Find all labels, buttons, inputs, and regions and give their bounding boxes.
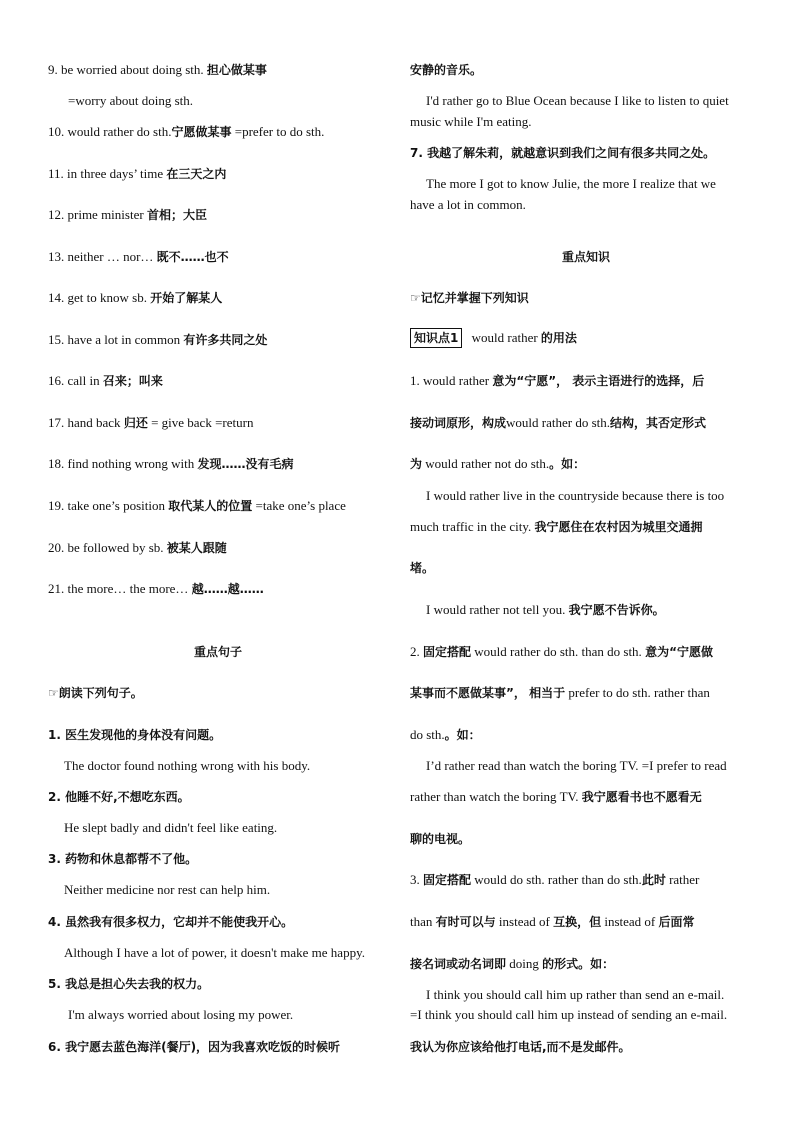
phrase-21: 21. the more… the more… 越……越…… xyxy=(48,581,264,596)
phrase-9: 9. be worried about doing sth. 担心做某事 xyxy=(48,62,267,77)
phrase-9-equivalent: =worry about doing sth. xyxy=(68,93,194,108)
example-3-cn-end: 聊的电视。 xyxy=(410,832,471,846)
point-2-line-2: 某事而不愿做某事”， 相当于 prefer to do sth. rather than xyxy=(410,685,710,700)
sentence-7-en-line-2: have a lot in common. xyxy=(410,197,526,212)
phrase-11: 11. in three days’ time 在三天之内 xyxy=(48,166,227,181)
sentence-2-cn: 2. 他睡不好,不想吃东西。 xyxy=(48,790,190,804)
knowledge-point-label: 知识点1 xyxy=(410,328,462,348)
sentence-4-en: Although I have a lot of power, it doesn't make me happy. xyxy=(64,945,365,960)
phrase-17: 17. hand back 归还 = give back =return xyxy=(48,415,254,430)
example-4-cn: 我认为你应该给他打电话,而不是发邮件。 xyxy=(410,1040,631,1054)
phrase-14: 14. get to know sb. 开始了解某人 xyxy=(48,290,223,305)
section-title-key-sentences: 重点句子 xyxy=(193,645,242,659)
example-1-en-line-2: much traffic in the city. 我宁愿住在农村因为城里交通拥 xyxy=(410,519,703,534)
phrase-20: 20. be followed by sb. 被某人跟随 xyxy=(48,540,227,555)
knowledge-point-1-heading: 知识点1 would rather 的用法 xyxy=(410,328,577,348)
phrase-18: 18. find nothing wrong with 发现……没有毛病 xyxy=(48,456,294,471)
point-3-line-1: 3. 固定搭配 would do sth. rather than do sth.此时 rather xyxy=(410,872,700,887)
sentence-7-cn: 7. 我越了解朱莉，就越意识到我们之间有很多共同之处。 xyxy=(410,146,716,160)
sentence-3-cn: 3. 药物和休息都帮不了他。 xyxy=(48,852,198,866)
instruction-read-aloud: ☞朗读下列句子。 xyxy=(48,686,143,700)
example-4-en-line-1: I think you should call him up rather than send an e-mail. xyxy=(426,987,725,1002)
phrase-15: 15. have a lot in common 有许多共同之处 xyxy=(48,332,268,347)
phrase-12: 12. prime minister 首相；大臣 xyxy=(48,207,207,222)
phrase-19: 19. take one’s position 取代某人的位置 =take one’s place xyxy=(48,498,346,513)
phrase-13: 13. neither … nor… 既不……也不 xyxy=(48,249,229,264)
point-1-line-2: 接动词原形，构成would rather do sth.结构，其否定形式 xyxy=(410,415,707,430)
point-1-line-3: 为 would rather not do sth.。如： xyxy=(410,456,586,471)
point-2-line-3: do sth.。如： xyxy=(410,727,481,742)
example-1-cn-end: 堵。 xyxy=(410,561,435,575)
example-3-en-line-2: rather than watch the boring TV. 我宁愿看书也不愿看无 xyxy=(410,789,702,804)
phrase-10: 10. would rather do sth.宁愿做某事 =prefer to do sth. xyxy=(48,124,325,139)
sentence-2-en: He slept badly and didn't feel like eating. xyxy=(64,820,278,835)
sentence-3-en: Neither medicine nor rest can help him. xyxy=(64,882,271,897)
sentence-6-cn-continued: 安静的音乐。 xyxy=(410,63,483,77)
instruction-memorize: ☞记忆并掌握下列知识 xyxy=(410,291,529,305)
sentence-1-en: The doctor found nothing wrong with his body. xyxy=(64,758,311,773)
sentence-5-en: I'm always worried about losing my power. xyxy=(68,1007,294,1022)
point-3-line-3: 接名词或动名词即 doing 的形式。如： xyxy=(410,956,615,971)
example-1-en-line-1: I would rather live in the countryside because there is too xyxy=(426,488,725,503)
example-2: I would rather not tell you. 我宁愿不告诉你。 xyxy=(426,602,665,617)
sentence-1-cn: 1. 医生发现他的身体没有问题。 xyxy=(48,728,222,742)
example-3-en-line-1: I’d rather read than watch the boring TV. =I prefer to read xyxy=(426,758,727,773)
sentence-5-cn: 5. 我总是担心失去我的权力。 xyxy=(48,977,210,991)
point-3-line-2: than 有时可以与 instead of 互换，但 instead of 后面常 xyxy=(410,914,695,929)
sentence-6-cn: 6. 我宁愿去蓝色海洋(餐厅)，因为我喜欢吃饭的时候听 xyxy=(48,1040,341,1054)
sentence-6-en-line-1: I'd rather go to Blue Ocean because I like to listen to quiet xyxy=(426,93,729,108)
point-1-line-1: 1. would rather 意为“宁愿”， 表示主语进行的选择，后 xyxy=(410,373,705,388)
example-4-en-line-2: =I think you should call him up instead of sending an e-mail. xyxy=(410,1007,728,1022)
phrase-16: 16. call in 召来；叫来 xyxy=(48,373,163,388)
sentence-6-en-line-2: music while I'm eating. xyxy=(410,114,532,129)
sentence-4-cn: 4. 虽然我有很多权力，它却并不能使我开心。 xyxy=(48,915,294,929)
section-title-key-knowledge: 重点知识 xyxy=(561,250,610,264)
sentence-7-en-line-1: The more I got to know Julie, the more I realize that we xyxy=(426,176,716,191)
point-2-line-1: 2. 固定搭配 would rather do sth. than do sth. 意为“宁愿做 xyxy=(410,644,713,659)
